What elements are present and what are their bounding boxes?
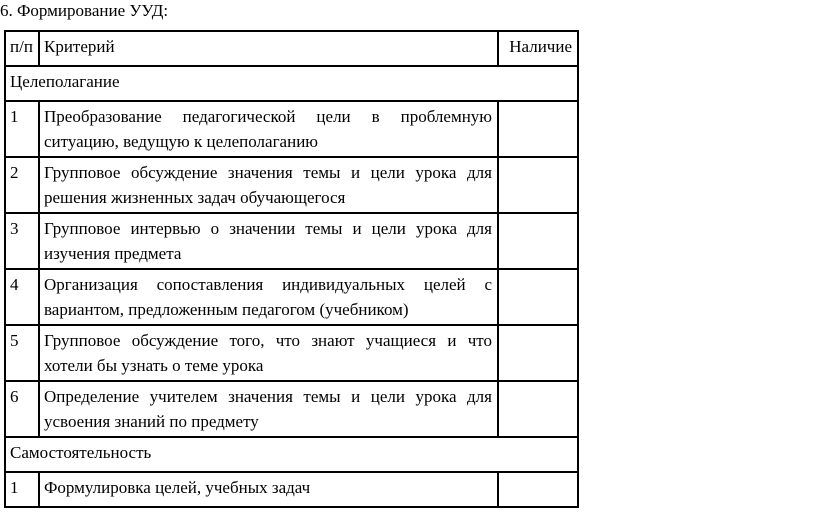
section-title: Самостоятельность [5,437,578,472]
table-row [5,101,578,157]
row-criterion: Определение учителем значения темы и цели урока для усвоения знаний по предмету [39,381,498,437]
header-number: п/п [5,31,39,66]
row-presence-cell[interactable] [498,101,578,157]
section-row-goal-setting [5,66,578,101]
header-presence: Наличие [498,31,578,66]
row-presence-cell[interactable] [498,213,578,269]
uud-criteria-table [4,30,579,508]
row-criterion: Организация сопоставления индивидуальных целей с вариантом, предложенным педагогом (учебником) [39,269,498,325]
row-number: 4 [5,269,39,325]
row-number: 1 [5,472,39,507]
section-title: Целеполагание [5,66,578,101]
row-presence-cell[interactable] [498,381,578,437]
row-criterion: Формулировка целей, учебных задач [39,472,498,507]
table-header-row [5,31,578,66]
row-criterion: Групповое обсуждение того, что знают учащиеся и что хотели бы узнать о теме урока [39,325,498,381]
row-number: 1 [5,101,39,157]
row-number: 3 [5,213,39,269]
row-presence-cell[interactable] [498,157,578,213]
table-row [5,381,578,437]
row-presence-cell[interactable] [498,325,578,381]
table-row [5,213,578,269]
section-row-independence [5,437,578,472]
page-heading: 6. Формирование УУД: [0,1,169,20]
row-criterion: Преобразование педагогической цели в проблемную ситуацию, ведущую к целеполаганию [39,101,498,157]
row-criterion: Групповое интервью о значении темы и цели урока для изучения предмета [39,213,498,269]
table-row [5,325,578,381]
table-row [5,269,578,325]
row-presence-cell[interactable] [498,269,578,325]
row-number: 5 [5,325,39,381]
table-row [5,157,578,213]
row-presence-cell[interactable] [498,472,578,507]
row-number: 6 [5,381,39,437]
row-number: 2 [5,157,39,213]
row-criterion: Групповое обсуждение значения темы и цели урока для решения жизненных задач обучающегося [39,157,498,213]
table-row [5,472,578,507]
header-criterion: Критерий [39,31,498,66]
